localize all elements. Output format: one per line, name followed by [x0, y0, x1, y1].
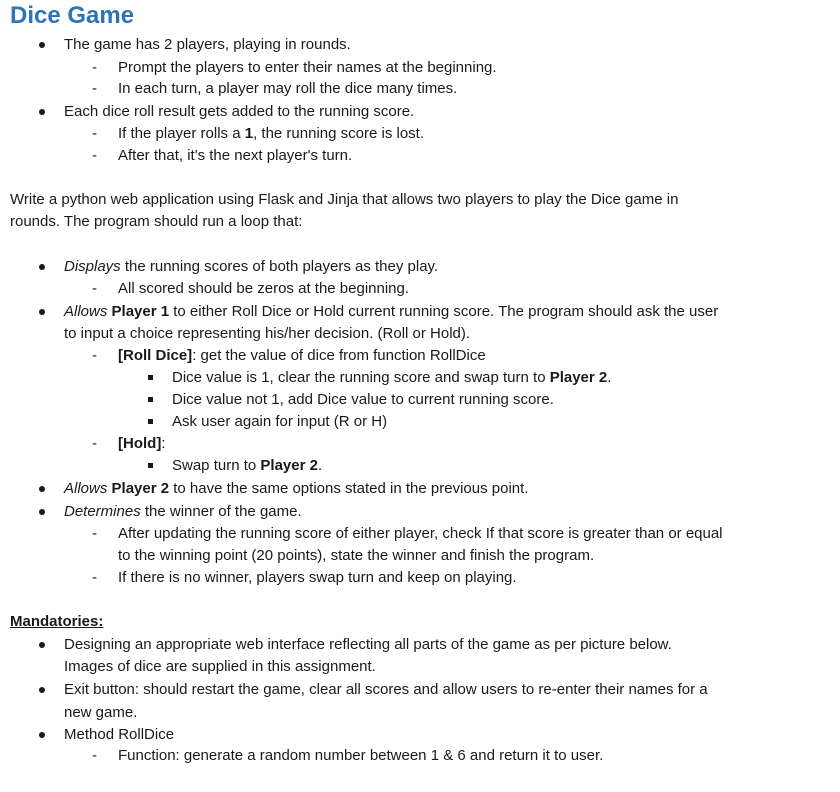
- loop-bullet-winner: [64, 502, 302, 522]
- mandatories-heading: Mandatories:: [10, 613, 104, 630]
- task-line-2: rounds. The program should run a loop that:: [10, 213, 303, 230]
- loop-dash-no-winner: - If there is no winner, players swap turn and keep on playing.: [118, 568, 517, 588]
- roll-square-1: [172, 368, 611, 388]
- mandatory-exit-line2: new game.: [64, 704, 138, 721]
- page-title: Dice Game: [10, 2, 135, 29]
- mandatory-interface-line2: Images of dice are supplied in this assignment.: [64, 658, 376, 675]
- mandatory-dash-function: - Function: generate a random number between 1 & 6 and return it to user.: [118, 746, 603, 766]
- loop-check-winner-line2: to the winning point (20 points), state the winner and finish the program.: [118, 547, 595, 564]
- text-span: : get the value of dice from function RollDice: [192, 347, 486, 364]
- text-span: If the player rolls a: [118, 125, 245, 142]
- text-span: to have the same options stated in the previous point.: [169, 480, 529, 497]
- loop-bullet-player1: [64, 302, 718, 322]
- loop-player1-line2: to input a choice representing his/her decision. (Roll or Hold).: [64, 325, 471, 342]
- loop-dash-roll-dice: [118, 346, 486, 366]
- bold-text: [Roll Dice]: [118, 347, 193, 364]
- task-line-1: Write a python web application using Flask and Jinja that allows two players to play the Dice game in: [10, 191, 679, 208]
- hold-square-1: [172, 456, 322, 476]
- text-span: Dice value is 1, clear the running score and swap turn to: [172, 369, 550, 386]
- bold-text: [Hold]: [118, 435, 162, 452]
- text-span: :: [161, 435, 166, 452]
- bold-text: Player 2: [111, 480, 170, 497]
- loop-dash-hold: [118, 434, 166, 454]
- bold-one: 1: [244, 125, 254, 142]
- intro-dash-names: - Prompt the players to enter their names at the beginning.: [118, 58, 497, 78]
- text-span: .: [607, 369, 612, 386]
- intro-bullet-players: The game has 2 players, playing in rounds.: [64, 36, 351, 53]
- italic-text: Allows: [64, 480, 112, 497]
- italic-text: Allows: [64, 303, 112, 320]
- intro-bullet-score: Each dice roll result gets added to the running score.: [64, 103, 415, 120]
- text-span: .: [317, 457, 323, 474]
- text-span: to either Roll Dice or Hold current running score. The program should ask the user: [169, 303, 719, 320]
- loop-dash-zeros: - All scored should be zeros at the beginning.: [118, 279, 409, 299]
- bold-text: Player 2: [549, 369, 608, 386]
- intro-dash-roll-one: [118, 124, 424, 144]
- mandatory-bullet-rolldice: Method RollDice: [64, 726, 175, 743]
- loop-bullet-player2: [64, 479, 528, 499]
- text-span: the running scores of both players as they play.: [120, 258, 439, 275]
- text-span: Swap turn to: [172, 457, 261, 474]
- roll-square-2: Dice value not 1, add Dice value to current running score.: [172, 391, 554, 408]
- intro-dash-next-turn: - After that, it's the next player's turn.: [118, 146, 352, 166]
- loop-bullet-displays: [64, 257, 438, 277]
- text-span: , the running score is lost.: [253, 125, 424, 142]
- italic-text: Displays: [64, 258, 121, 275]
- roll-square-3: Ask user again for input (R or H): [172, 413, 388, 430]
- mandatory-bullet-exit: Exit button: should restart the game, clear all scores and allow users to re-enter their names for a: [64, 681, 708, 698]
- loop-dash-check-winner: - After updating the running score of either player, check If that score is greater than or equal: [118, 524, 723, 544]
- italic-text: Determines: [64, 503, 141, 520]
- bold-text: Player 2: [260, 457, 318, 474]
- mandatory-bullet-interface: Designing an appropriate web interface reflecting all parts of the game as per picture below.: [64, 636, 672, 653]
- intro-dash-rolls: - In each turn, a player may roll the dice many times.: [118, 79, 457, 99]
- bold-text: Player 1: [111, 303, 170, 320]
- text-span: the winner of the game.: [140, 503, 302, 520]
